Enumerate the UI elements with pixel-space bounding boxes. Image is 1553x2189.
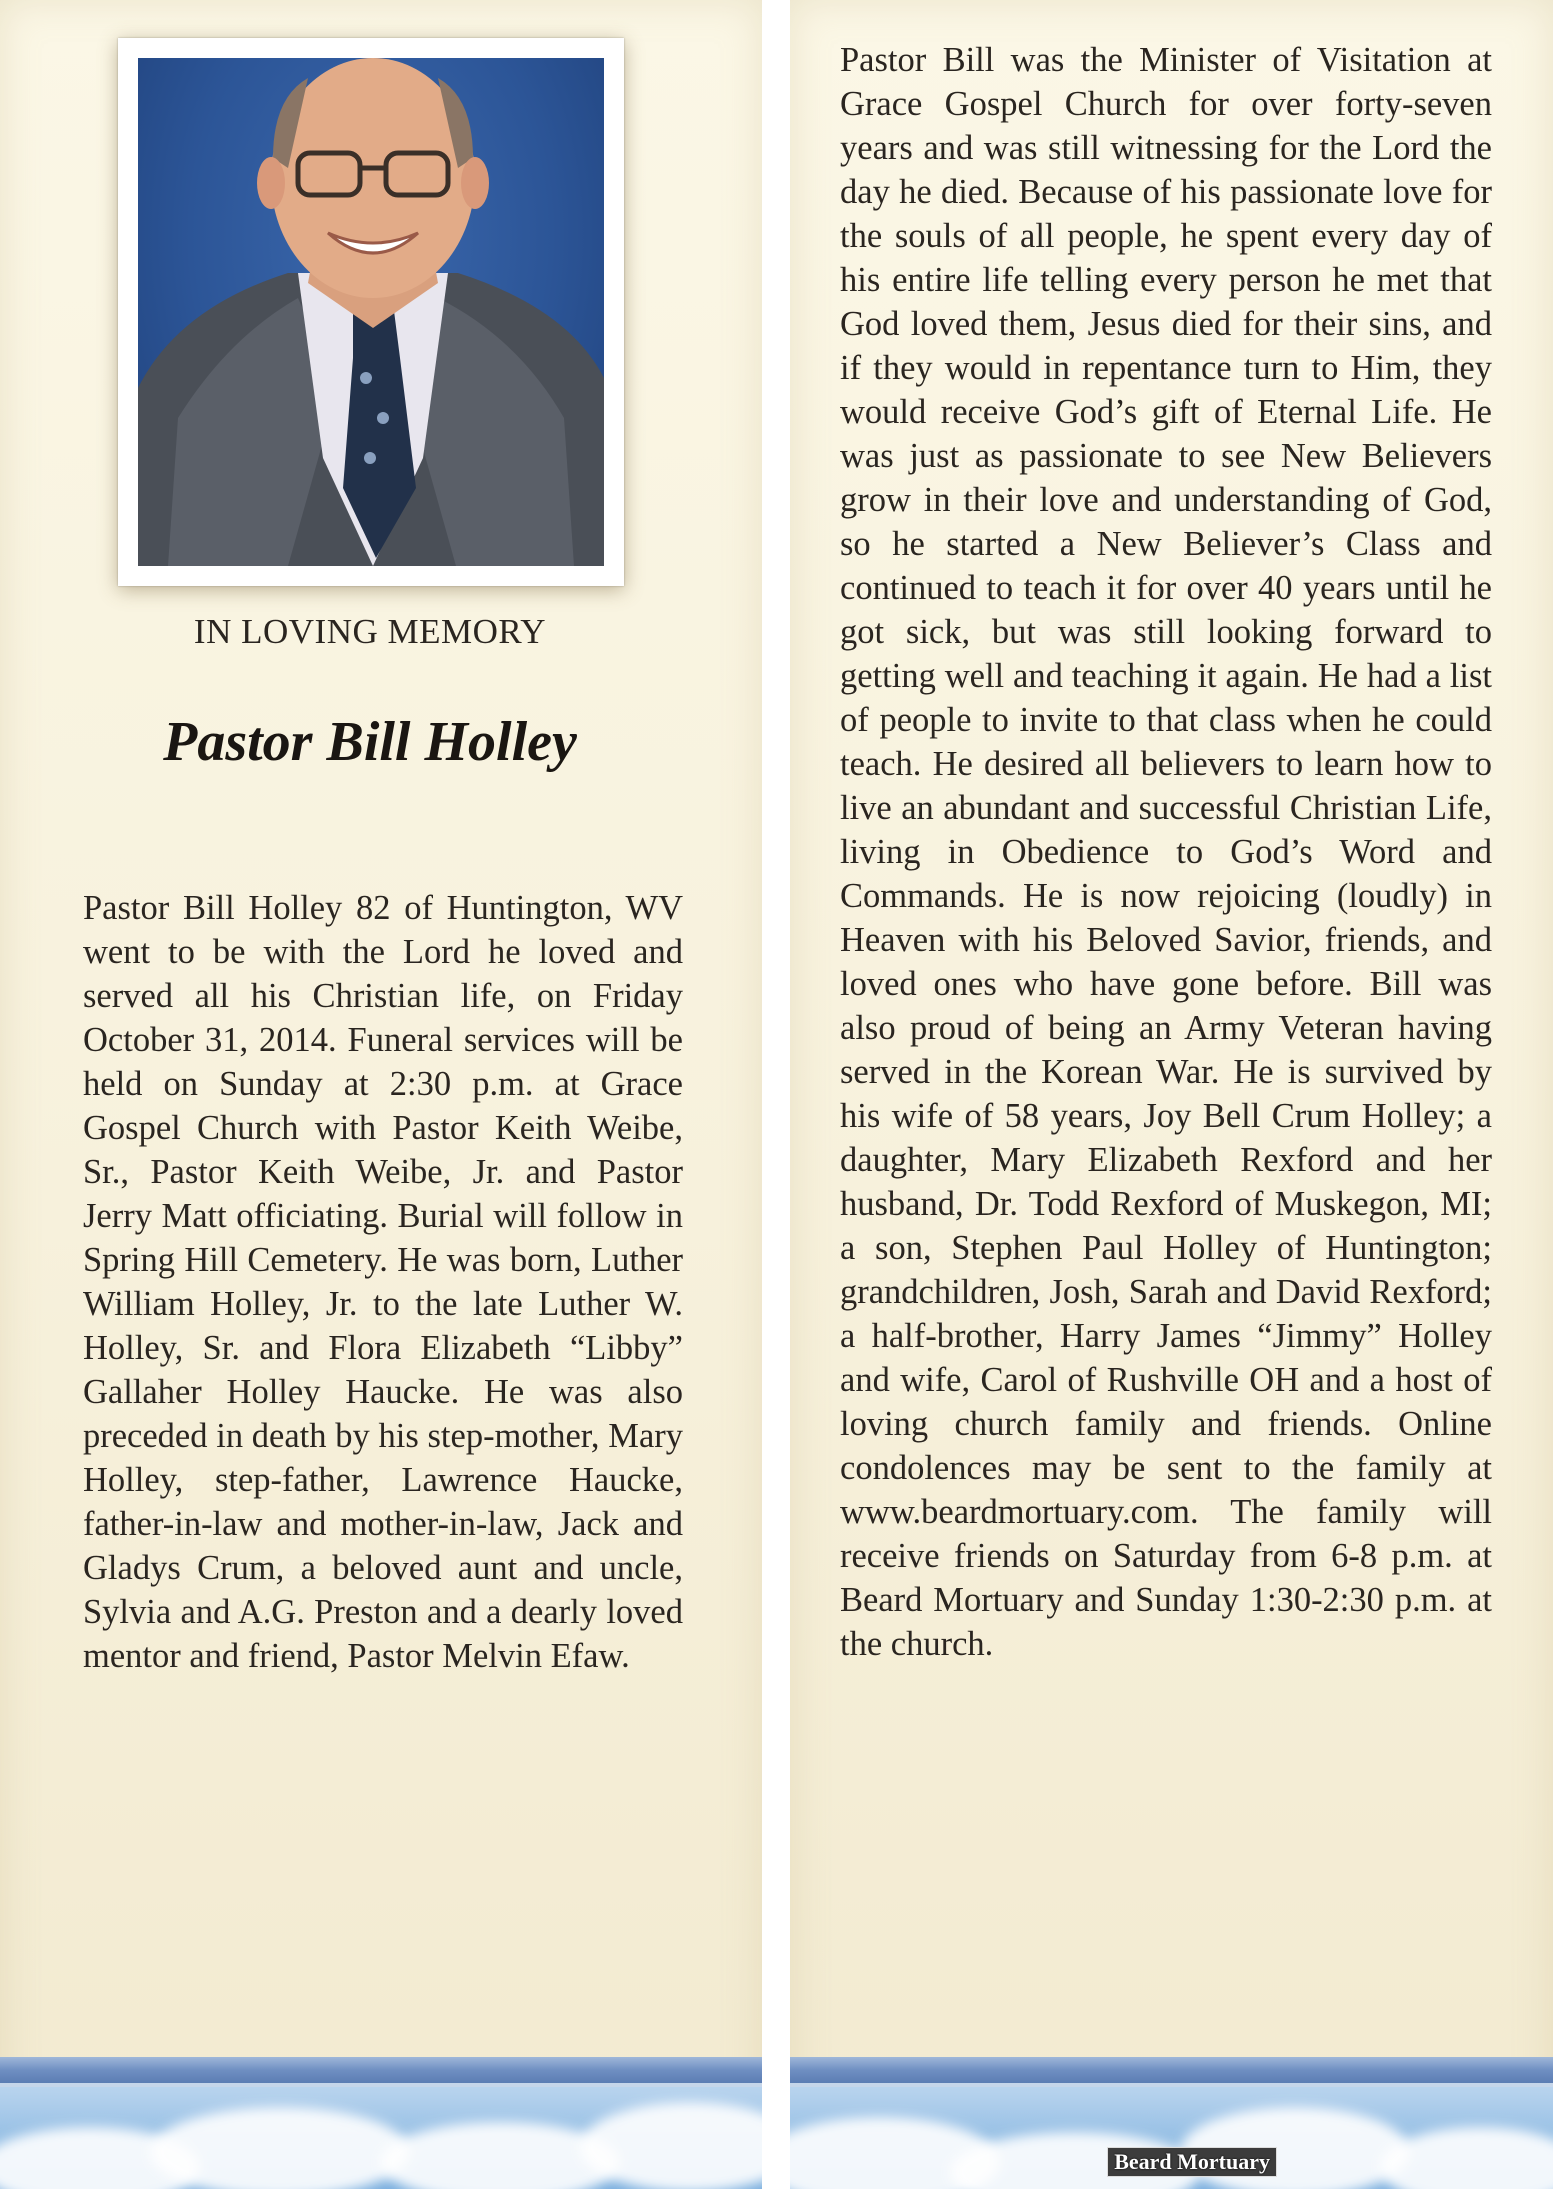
sky-footer-right: [790, 2057, 1553, 2189]
portrait-photo: [138, 58, 604, 566]
footer-stripe: [0, 2057, 762, 2087]
mortuary-logo: Beard Mortuary: [1107, 2147, 1277, 2177]
obituary-paragraph-right: Pastor Bill was the Minister of Visitation at Grace Gospel Church for over forty-seven years and was still witnessing for the Lord the day he died. Because of his passionate love for the souls of all people, he spent every day of his entire life telling every person he met that God loved them, Jesus died for their sins, and if they would in repentance turn to Him, they would receive God’s gift of Eternal Life. He was just as passionate to see New Believers grow in their love and understanding of God, so he started a New Believer’s Class and continued to teach it for over 40 years until he got sick, but was still looking forward to getting well and teaching it again. He had a list of people to invite to that class when he could teach. He desired all believers to learn how to live an abundant and successful Christian Life, living in Obedience to God’s Word and Commands. He is now rejoicing (loudly) in Heaven with his Beloved Savior, friends, and loved ones who have gone before. Bill was also proud of being an Army Veteran having served in the Korean War. He is survived by his wife of 58 years, Joy Bell Crum Holley; a daughter, Mary Elizabeth Rexford and her husband, Dr. Todd Rexford of Muskegon, MI; a son, Stephen Paul Holley of Huntington; grandchildren, Josh, Sarah and David Rexford; a half-brother, Harry James “Jimmy” Holley and wife, Carol of Rushville OH and a host of loving church family and friends. Online condolences may be sent to the family at www.beardmortuary.com. The family will receive friends on Saturday from 6-8 p.m. at Beard Mortuary and Sunday 1:30-2:30 p.m. at the church.: [840, 41, 1492, 1663]
sky-image: [0, 2087, 762, 2189]
memory-label: IN LOVING MEMORY: [193, 612, 547, 651]
deceased-name-title: Pastor Bill Holley: [163, 711, 577, 773]
left-bookmark-panel: [0, 0, 762, 2189]
portrait-frame: [118, 38, 624, 586]
sky-footer-left: [0, 2057, 762, 2189]
obituary-paragraph-left: Pastor Bill Holley 82 of Huntington, WV went to be with the Lord he loved and served all his Christian life, on Friday October 31, 2014. Funeral services will be held on Sunday at 2:30 p.m. at Grace Gospel Church with Pastor Keith Weibe, Sr., Pastor Keith Weibe, Jr. and Pastor Jerry Matt officiating. Burial will follow in Spring Hill Cemetery. He was born, Luther William Holley, Jr. to the late Luther W. Holley, Sr. and Flora Elizabeth “Libby” Gallaher Holley Haucke. He was also preceded in death by his step-mother, Mary Holley, step-father, Lawrence Haucke, father-in-law and mother-in-law, Jack and Gladys Crum, a beloved aunt and uncle, Sylvia and A.G. Preston and a dearly loved mentor and friend, Pastor Melvin Efaw.: [83, 889, 683, 1675]
right-bookmark-panel: [790, 0, 1553, 2189]
footer-stripe: [790, 2057, 1553, 2087]
